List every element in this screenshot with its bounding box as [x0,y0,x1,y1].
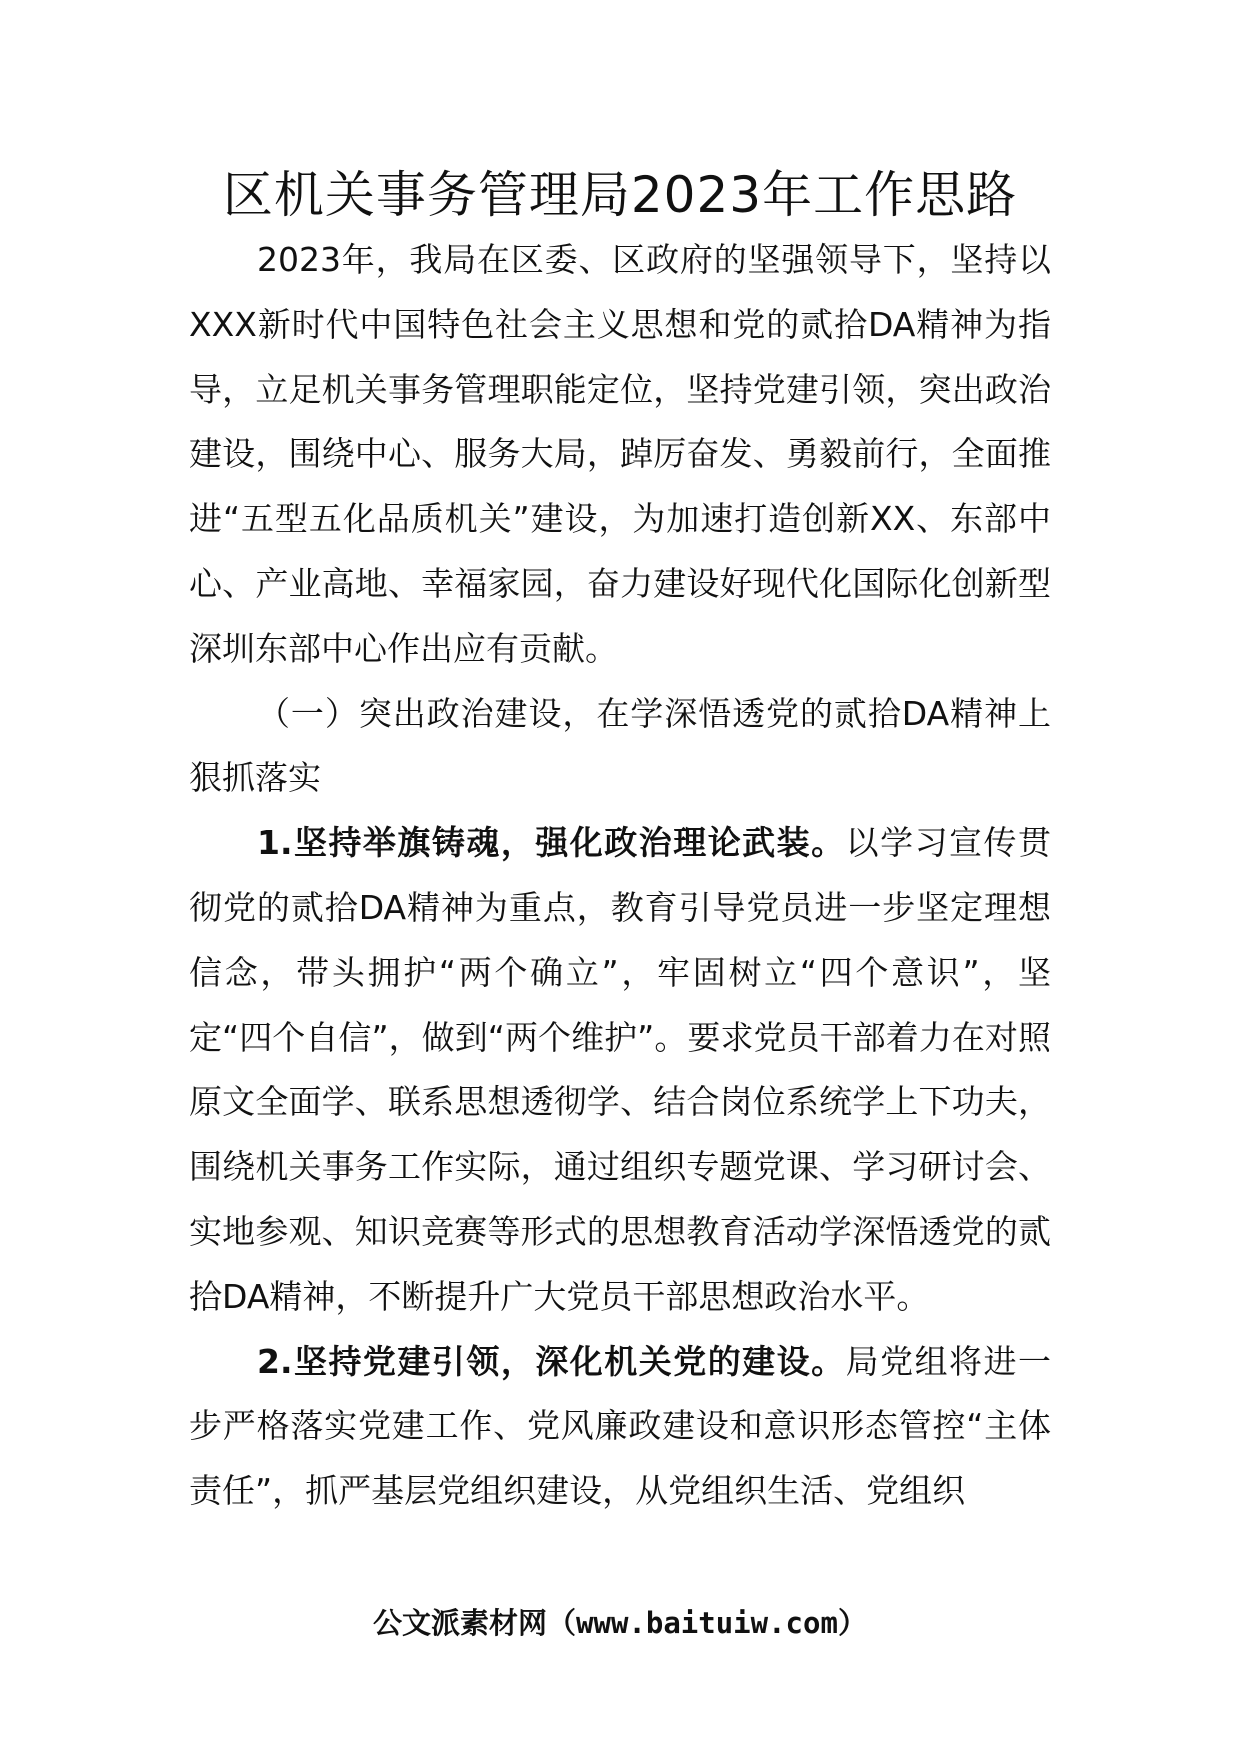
document-title: 区机关事务管理局2023年工作思路 [222,166,1018,224]
item-2-paragraph [189,1330,1051,1524]
intro-paragraph: 2023年，我局在区委、区政府的坚强领导下，坚持以XXX新时代中国特色社会主义思想和党的贰拾DA精神为指导，立足机关事务管理职能定位，坚持党建引领，突出政治建设，围绕中心、服务大局，踔厉奋发、勇毅前行，全面推进“五型五化品质机关”建设，为加速打造创新XX、东部中心、产业高地、幸福家园，奋力建设好现代化国际化创新型深圳东部中心作出应有贡献。 [189,240,1051,668]
footer-site-name: 公文派素材网 [373,1606,548,1640]
footer-watermark [0,1603,1240,1643]
item-2-lead: 2.坚持党建引领，深化机关党的建设。 [257,1341,846,1381]
item-1-text: 以学习宣传贯彻党的贰拾DA精神为重点，教育引导党员进一步坚定理想信念，带头拥护“两个确立”，牢固树立“四个意识”，坚定“四个自信”，做到“两个维护”。要求党员干部着力在对照原文全面学、联系思想透彻学、结合岗位系统学上下功夫，围绕机关事务工作实际，通过组织专题党课、学习研讨会、实地参观、知识竞赛等形式的思想教育活动学深悟透党的贰拾DA精神，不断提升广大党员干部思想政治水平。 [189,823,1052,1316]
section-heading: （一）突出政治建设，在学深悟透党的贰拾DA精神上狠抓落实 [189,693,1051,798]
document-body [189,228,1051,1524]
item-1-paragraph [189,811,1051,1329]
item-1-lead: 1.坚持举旗铸魂，强化政治理论武装。 [257,823,846,863]
footer-url: （www.baituiw.com） [547,1606,867,1640]
item-2-text: 局党组将进一步严格落实党建工作、党风廉政建设和意识形态管控“主体责任”，抓严基层党组织建设，从党组织生活、党组织 [189,1341,1052,1511]
